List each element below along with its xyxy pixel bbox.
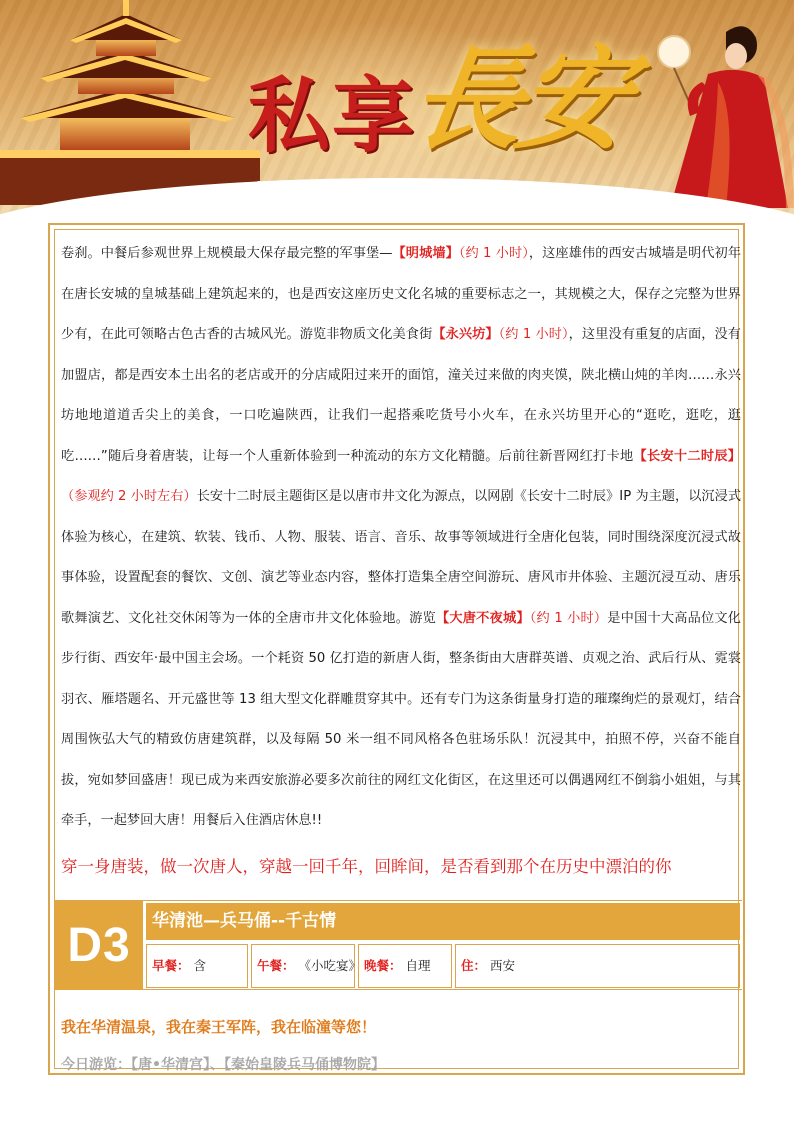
title-red: 私享 — [248, 68, 417, 164]
paragraph-text: 长安十二时辰主题街区是以唐市井文化为源点，以网剧《长安十二时辰》IP 为主题，以沉浸式体验为核心，在建筑、软装、钱币、人物、服装、语言、音乐、故事等领域进行全唐化包装，同时围绕深度沉浸式故事体验，设置配套的餐饮、文创、演艺等业态内容，整体打造集全唐空间游玩、唐风市井体验、主题沉浸互动、唐乐歌舞演艺、文化社交休闲等为一体的全唐市井文化体验地。游览 — [61, 489, 742, 626]
tang-slogan: 穿一身唐装，做一次唐人，穿越一回千年，回眸间，是否看到那个在历史中漂泊的你 — [61, 857, 672, 876]
stay-label: 住 — [461, 958, 474, 973]
itinerary-frame — [48, 223, 745, 1075]
paragraph-text: ，这座雄伟的西安古城墙是明代初年在唐长安城的皇城基础上建筑起来的，也是西安这座历史文化名城的重要标志之一，其规模之大，保存之完整为世界少有，在此可领略古色古香的古城风光。游览非物质文化美食街 — [61, 246, 742, 342]
paragraph-text: 卷刹。中餐后参观世界上规模最大保存最完整的军事堡— — [61, 246, 393, 261]
header-banner — [0, 0, 794, 222]
day3-table — [55, 900, 742, 990]
paragraph-text: ，这里没有重复的店面，没有加盟店，都是西安本土出名的老店或开的分店咸阳过来开的面馆，潼关过来做的肉夹馍，陕北横山炖的羊肉……永兴坊地地道道舌尖上的美食，一口吃遍陕西，让我们一起搭乘吃货号小火车，在永兴坊里开心的“逛吃，逛吃，逛吃……”随后身着唐装，让每一个人重新体验到一种流动的东方文化精髓。后前往新晋网红打卡地 — [61, 327, 741, 464]
breakfast-label: 早餐 — [152, 958, 178, 973]
lunch-value: 《小吃宴》 — [298, 958, 362, 973]
highlight-text: （约 1 小时） — [458, 246, 529, 261]
dinner-label: 晚餐 — [364, 958, 390, 973]
highlight-text: （参观约 2 小时左右） — [61, 489, 197, 504]
stay-cell: 住： 西安 — [455, 944, 740, 988]
bell-tower-illustration — [0, 0, 260, 205]
highlight-text: （约 1 小时） — [529, 610, 608, 626]
day2-description — [61, 234, 741, 842]
dinner-cell: 晚餐： 自理 — [358, 944, 452, 988]
dinner-value: 自理 — [405, 958, 431, 973]
title-gold-calligraphy: 長安 — [402, 34, 634, 165]
itinerary-inner-border — [54, 229, 742, 1073]
today-value: 【唐•华清宫】、【秦始皇陵兵马俑博物院】 — [131, 1057, 385, 1073]
breakfast-value: 含 — [193, 958, 207, 973]
highlight-text: 【明城墙】 — [392, 246, 459, 261]
tang-lady-illustration — [638, 12, 794, 208]
day-route-title: 华清池—兵马俑--千古情 — [146, 903, 740, 940]
paragraph-text: 是中国十大高品位文化步行街、西安年·最中国主会场。一个耗资 50 亿打造的新唐人街，整条街由大唐群英谱、贞观之治、武后行从、霓裳羽衣、雁塔题名、开元盛世等 13 组大型文化群雕贯穿其中。还有专门为这条街量身打造的璀璨绚烂的景观灯，结合周围恢弘大气的精致仿唐建筑群，以及每隔 50 米一组不同风格各色驻场乐队！沉浸其中，拍照不停，兴奋不能自拔，宛如梦回盛唐！现已成为来西安旅游必要多次前往的网红文化街区，在这里还可以偶遇网红不倒翁小姐姐，与其牵手，一起梦回大唐！用餐后入住酒店休息!! — [61, 610, 741, 828]
day3-tagline: 我在华清温泉，我在秦王军阵，我在临潼等您！ — [61, 1018, 377, 1036]
lunch-label: 午餐 — [257, 958, 283, 973]
highlight-text: 【长安十二时辰】 — [633, 448, 741, 464]
day-badge: D3 — [55, 901, 143, 990]
today-sights — [61, 1054, 385, 1074]
lunch-cell: 午餐： 《小吃宴》 — [251, 944, 355, 988]
highlight-text: 【大唐不夜城】 — [435, 610, 530, 626]
today-label: 今日游览： — [61, 1057, 131, 1073]
stay-value: 西安 — [490, 958, 516, 973]
breakfast-cell: 早餐： 含 — [146, 944, 248, 988]
highlight-text: （约 1 小时） — [498, 327, 569, 342]
highlight-text: 【永兴坊】 — [432, 327, 499, 342]
